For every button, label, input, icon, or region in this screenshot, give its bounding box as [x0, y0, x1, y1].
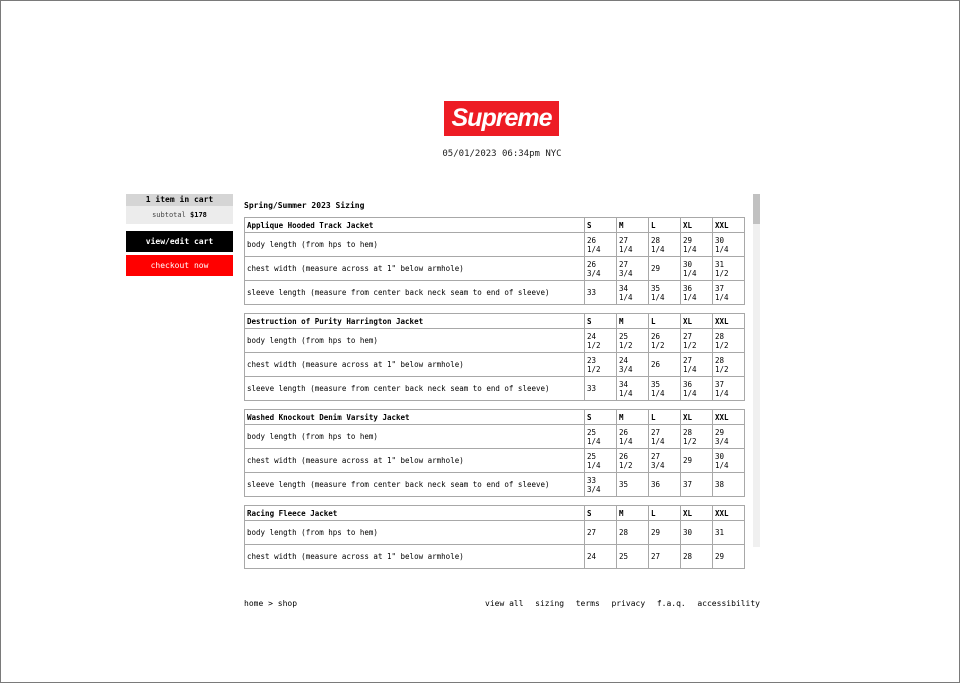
- measurement-label: body length (from hps to hem): [245, 425, 585, 449]
- table-row: [245, 257, 745, 281]
- measurement-value: 30 1/4: [681, 257, 713, 281]
- size-header-m: M: [617, 410, 649, 425]
- supreme-logo[interactable]: Supreme: [444, 101, 559, 136]
- measurement-value: 37 1/4: [713, 281, 745, 305]
- cart-panel: [126, 194, 233, 276]
- measurement-value: 23 1/2: [585, 353, 617, 377]
- measurement-value: 29 3/4: [713, 425, 745, 449]
- measurement-value: 29: [713, 545, 745, 569]
- measurement-label: sleeve length (measure from center back neck seam to end of sleeve): [245, 281, 585, 305]
- measurement-value: 36 1/4: [681, 377, 713, 401]
- measurement-value: 29 1/4: [681, 233, 713, 257]
- footer-link-privacy[interactable]: privacy: [611, 599, 646, 608]
- measurement-value: 26 1/2: [649, 329, 681, 353]
- size-header-s: S: [585, 410, 617, 425]
- table-row: [245, 425, 745, 449]
- sizing-table: [244, 409, 745, 497]
- measurement-value: 26: [649, 353, 681, 377]
- measurement-value: 36 1/4: [681, 281, 713, 305]
- size-header-xxl: XXL: [713, 218, 745, 233]
- table-row: [245, 473, 745, 497]
- cart-item-count: 1 item in cart: [126, 194, 233, 206]
- measurement-value: 31 1/2: [713, 257, 745, 281]
- size-header-s: S: [585, 314, 617, 329]
- sizing-table: [244, 505, 745, 569]
- measurement-value: 33 3/4: [585, 473, 617, 497]
- table-row: [245, 281, 745, 305]
- measurement-label: chest width (measure across at 1" below armhole): [245, 545, 585, 569]
- measurement-value: 27 1/4: [681, 353, 713, 377]
- measurement-value: 24 3/4: [617, 353, 649, 377]
- product-name: Racing Fleece Jacket: [245, 506, 585, 521]
- size-header-xl: XL: [681, 410, 713, 425]
- measurement-value: 35: [617, 473, 649, 497]
- measurement-label: chest width (measure across at 1" below armhole): [245, 449, 585, 473]
- breadcrumb: [244, 599, 297, 608]
- measurement-label: body length (from hps to hem): [245, 233, 585, 257]
- measurement-label: sleeve length (measure from center back neck seam to end of sleeve): [245, 377, 585, 401]
- size-header-xl: XL: [681, 506, 713, 521]
- scrollbar-thumb[interactable]: [753, 194, 760, 224]
- footer-link-terms[interactable]: terms: [575, 599, 600, 608]
- measurement-value: 26 1/2: [617, 449, 649, 473]
- product-name: Applique Hooded Track Jacket: [245, 218, 585, 233]
- measurement-value: 28 1/2: [713, 353, 745, 377]
- measurement-value: 33: [585, 281, 617, 305]
- breadcrumb-home-link[interactable]: home: [244, 599, 264, 608]
- table-row: [245, 521, 745, 545]
- table-row: [245, 449, 745, 473]
- measurement-value: 26 3/4: [585, 257, 617, 281]
- size-header-m: M: [617, 506, 649, 521]
- size-header-xxl: XXL: [713, 506, 745, 521]
- sizing-tables: [244, 217, 760, 569]
- measurement-value: 27: [585, 521, 617, 545]
- product-name: Washed Knockout Denim Varsity Jacket: [245, 410, 585, 425]
- store-datetime: 05/01/2023 06:34pm NYC: [442, 149, 562, 159]
- table-row: [245, 233, 745, 257]
- footer-link-faq[interactable]: f.a.q.: [656, 599, 686, 608]
- measurement-value: 29: [649, 257, 681, 281]
- measurement-value: 27 1/4: [649, 425, 681, 449]
- measurement-value: 25: [617, 545, 649, 569]
- measurement-value: 30: [681, 521, 713, 545]
- measurement-value: 27 1/2: [681, 329, 713, 353]
- size-header-s: S: [585, 218, 617, 233]
- cart-subtotal-label: subtotal: [152, 211, 186, 219]
- size-header-l: L: [649, 314, 681, 329]
- measurement-value: 37: [681, 473, 713, 497]
- size-header-xxl: XXL: [713, 314, 745, 329]
- sizing-title: Spring/Summer 2023 Sizing: [244, 201, 365, 210]
- measurement-label: body length (from hps to hem): [245, 329, 585, 353]
- measurement-value: 28 1/2: [681, 425, 713, 449]
- footer-link-sizing[interactable]: sizing: [535, 599, 565, 608]
- measurement-value: 27 3/4: [617, 257, 649, 281]
- size-header-l: L: [649, 218, 681, 233]
- measurement-value: 30 1/4: [713, 233, 745, 257]
- measurement-value: 28 1/2: [713, 329, 745, 353]
- cart-subtotal: [126, 206, 233, 224]
- measurement-value: 25 1/4: [585, 425, 617, 449]
- measurement-value: 26 1/4: [585, 233, 617, 257]
- measurement-value: 34 1/4: [617, 281, 649, 305]
- measurement-value: 28 1/4: [649, 233, 681, 257]
- product-name: Destruction of Purity Harrington Jacket: [245, 314, 585, 329]
- sizing-table: [244, 217, 745, 305]
- measurement-value: 30 1/4: [713, 449, 745, 473]
- measurement-value: 37 1/4: [713, 377, 745, 401]
- measurement-value: 34 1/4: [617, 377, 649, 401]
- measurement-value: 27 1/4: [617, 233, 649, 257]
- measurement-value: 33: [585, 377, 617, 401]
- measurement-value: 24: [585, 545, 617, 569]
- size-header-m: M: [617, 218, 649, 233]
- measurement-value: 28: [681, 545, 713, 569]
- sizing-content[interactable]: [244, 194, 760, 561]
- measurement-value: 26 1/4: [617, 425, 649, 449]
- measurement-value: 27: [649, 545, 681, 569]
- footer-link-view-all[interactable]: view all: [485, 599, 524, 608]
- table-row: [245, 377, 745, 401]
- content-scrollbar[interactable]: [753, 194, 760, 547]
- measurement-label: chest width (measure across at 1" below armhole): [245, 257, 585, 281]
- breadcrumb-separator: >: [268, 599, 273, 608]
- measurement-value: 35 1/4: [649, 281, 681, 305]
- table-row: [245, 329, 745, 353]
- measurement-value: 38: [713, 473, 745, 497]
- measurement-label: chest width (measure across at 1" below armhole): [245, 353, 585, 377]
- measurement-value: 29: [681, 449, 713, 473]
- measurement-value: 25 1/2: [617, 329, 649, 353]
- measurement-value: 31: [713, 521, 745, 545]
- table-row: [245, 353, 745, 377]
- size-header-l: L: [649, 410, 681, 425]
- size-header-xxl: XXL: [713, 410, 745, 425]
- measurement-value: 24 1/2: [585, 329, 617, 353]
- measurement-value: 28: [617, 521, 649, 545]
- size-header-m: M: [617, 314, 649, 329]
- measurement-value: 36: [649, 473, 681, 497]
- view-edit-cart-button[interactable]: view/edit cart: [126, 231, 233, 252]
- footer-nav: [485, 599, 760, 608]
- size-header-xl: XL: [681, 218, 713, 233]
- cart-subtotal-value: $178: [190, 211, 207, 219]
- size-header-xl: XL: [681, 314, 713, 329]
- breadcrumb-shop-link[interactable]: shop: [277, 599, 298, 608]
- measurement-label: sleeve length (measure from center back neck seam to end of sleeve): [245, 473, 585, 497]
- sizing-table: [244, 313, 745, 401]
- measurement-value: 35 1/4: [649, 377, 681, 401]
- measurement-value: 29: [649, 521, 681, 545]
- measurement-value: 25 1/4: [585, 449, 617, 473]
- size-header-l: L: [649, 506, 681, 521]
- size-header-s: S: [585, 506, 617, 521]
- checkout-now-button[interactable]: checkout now: [126, 255, 233, 276]
- table-row: [245, 545, 745, 569]
- measurement-label: body length (from hps to hem): [245, 521, 585, 545]
- measurement-value: 27 3/4: [649, 449, 681, 473]
- footer-link-accessibility[interactable]: accessibility: [697, 599, 760, 608]
